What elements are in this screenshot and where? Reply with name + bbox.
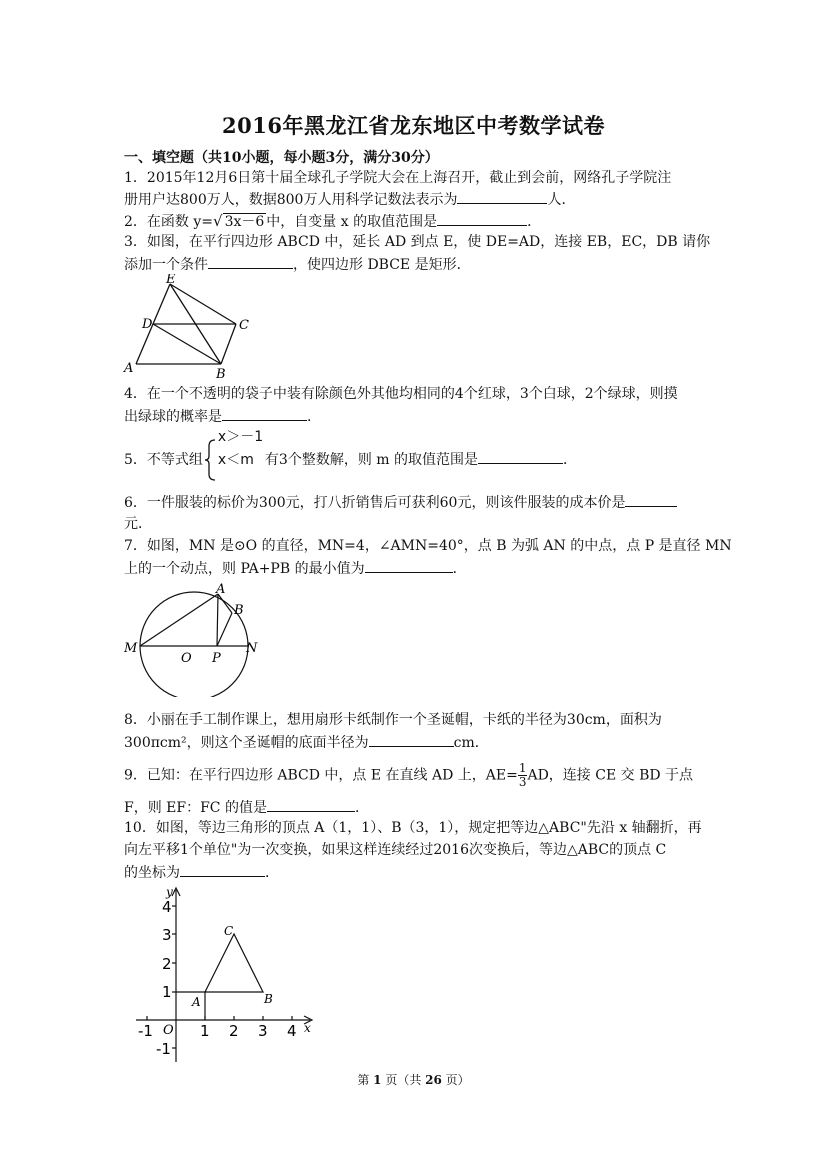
- q3-text-2: ，使四边形 DBCE 是矩形．: [293, 257, 471, 273]
- q1-line1: 1．2015年12月6日第十届全球孔子学院大会在上海召开，截止到会前，网络孔子学院注: [124, 170, 672, 186]
- q5-end: ．: [563, 452, 578, 468]
- answer-blank: [365, 558, 453, 573]
- inequality-1: x＞－1: [217, 429, 264, 445]
- q3-text: 添加一个条件: [124, 257, 208, 273]
- q7-end: ．: [452, 561, 467, 577]
- x-tick-label: 2: [229, 1022, 239, 1040]
- label-P: P: [212, 651, 221, 666]
- point-A-label: A: [192, 995, 201, 1009]
- q7-line1: 7．如图，MN 是⊙O 的直径，MN=4，∠AMN=40°，点 B 为弧 AN 的中点，点 P 是直径 MN: [124, 538, 732, 554]
- x-tick-label: 3: [258, 1022, 268, 1040]
- q5-line: [124, 429, 578, 482]
- q8-text: 300πcm²，则这个圣诞帽的底面半径为: [124, 735, 369, 751]
- q6-line1: [124, 492, 677, 513]
- fraction-denominator: 3: [518, 775, 527, 789]
- q2-text-2: 中，自变量 x 的取值范围是: [266, 214, 438, 230]
- page-footer: [0, 1071, 827, 1088]
- q2-end: ．: [527, 214, 542, 230]
- q3-parallelogram-figure: [118, 274, 268, 379]
- answer-blank: [222, 406, 307, 421]
- q4-line1: 4．在一个不透明的袋子中装有除颜色外其他均相同的4个红球，3个白球，2个绿球，则摸: [124, 386, 678, 402]
- q3-line2: [124, 254, 471, 275]
- label-B: B: [234, 603, 244, 618]
- q10-line1: 10．如图，等边三角形的顶点 A（1，1）、B（3，1），规定把等边△ABC"先沿 x 轴翻折，再: [124, 820, 702, 836]
- point-B-label: B: [264, 992, 273, 1006]
- label-N: N: [246, 641, 258, 656]
- label-C: C: [239, 318, 249, 333]
- q9-text: 9．已知：在平行四边形 ABCD 中，点 E 在直线 AD 上，AE=: [124, 767, 518, 784]
- q2-radicand: 3x－6: [224, 214, 265, 230]
- q7-line2: [124, 558, 467, 579]
- fraction-numerator: 1: [518, 761, 527, 775]
- answer-blank: [208, 254, 293, 269]
- q10-end: ．: [265, 865, 279, 881]
- label-M: M: [124, 641, 138, 656]
- answer-blank: [478, 449, 563, 464]
- answer-blank: [267, 797, 355, 812]
- q10-text: 的坐标为: [124, 865, 180, 881]
- q8-line1: 8．小丽在手工制作课上，想用扇形卡纸制作一个圣诞帽，卡纸的半径为30cm，面积为: [124, 712, 662, 728]
- answer-blank: [180, 862, 265, 877]
- footer-text: 页（共: [381, 1073, 426, 1087]
- q10-line2: 向左平移1个单位"为一次变换，如果这样连续经过2016次变换后，等边△ABC的顶点 C: [124, 842, 667, 858]
- footer-text: 页）: [441, 1073, 470, 1087]
- q5-text-2: 有3个整数解，则 m 的取值范围是: [264, 452, 479, 468]
- label-B: B: [216, 367, 226, 379]
- q8-end: cm．: [453, 735, 489, 751]
- label-A: A: [216, 582, 226, 597]
- answer-blank: [437, 211, 527, 226]
- q2-line: [124, 211, 541, 232]
- page-title: 2016年黑龙江省龙东地区中考数学试卷: [222, 113, 605, 138]
- q4-line2: [124, 406, 321, 427]
- x-axis-label: x: [304, 1021, 311, 1035]
- q7-circle-figure: [120, 582, 270, 697]
- q7-text: 上的一个动点，则 PA+PB 的最小值为: [124, 561, 365, 577]
- q4-end: ．: [307, 409, 321, 425]
- origin-label: O: [163, 1023, 174, 1038]
- point-C-label: C: [224, 924, 234, 938]
- q1-end: 人．: [547, 192, 576, 208]
- footer-page-number: 1: [373, 1073, 382, 1087]
- answer-blank: [625, 492, 677, 507]
- q9-line1: [124, 762, 693, 789]
- x-tick-label: -1: [138, 1022, 153, 1040]
- x-tick-label: 1: [200, 1022, 210, 1040]
- y-tick-label: 2: [162, 955, 172, 973]
- q1-line2: [124, 189, 575, 210]
- inequality-system: [203, 429, 265, 482]
- sqrt-sign: √: [213, 212, 223, 230]
- y-tick-label: 1: [162, 983, 172, 1001]
- q9-line2: [124, 797, 369, 818]
- x-tick-label: 4: [287, 1022, 297, 1040]
- label-D: D: [142, 317, 153, 332]
- y-tick-label: 3: [162, 926, 172, 944]
- q5-text: 5．不等式组: [124, 452, 203, 468]
- section-heading: 一、填空题（共10小题，每小题3分，满分30分）: [124, 150, 439, 166]
- answer-blank: [369, 732, 454, 747]
- answer-blank: [457, 189, 547, 204]
- footer-total-pages: 26: [425, 1073, 442, 1087]
- q9-text-2: AD，连接 CE 交 BD 于点: [527, 767, 694, 784]
- q9-text-3: F，则 EF：FC 的值是: [124, 800, 267, 816]
- inequality-2: x＜m: [217, 452, 254, 468]
- q10-coordinate-figure: [128, 884, 323, 1069]
- footer-text: 第: [357, 1073, 374, 1087]
- q4-text: 出绿球的概率是: [124, 409, 222, 425]
- label-O: O: [181, 651, 192, 666]
- q6-text: 6．一件服装的标价为300元，打八折销售后可获利60元，则该件服装的成本价是: [124, 495, 626, 511]
- q2-text: 2．在函数 y=: [124, 214, 213, 230]
- q1-text: 册用户达800万人，数据800万人用科学记数法表示为: [124, 192, 458, 208]
- q10-line3: [124, 862, 279, 883]
- label-E: E: [166, 274, 176, 287]
- y-tick-label: 4: [162, 898, 172, 916]
- q6-line2: 元．: [124, 516, 152, 532]
- y-axis-label: y: [166, 885, 173, 899]
- y-tick-label: -1: [156, 1040, 171, 1058]
- q3-line1: 3．如图，在平行四边形 ABCD 中，延长 AD 到点 E，使 DE=AD，连接 EB，EC，DB 请你: [124, 234, 711, 250]
- q8-line2: [124, 732, 489, 753]
- q9-end: ．: [354, 800, 369, 816]
- label-A: A: [124, 361, 134, 376]
